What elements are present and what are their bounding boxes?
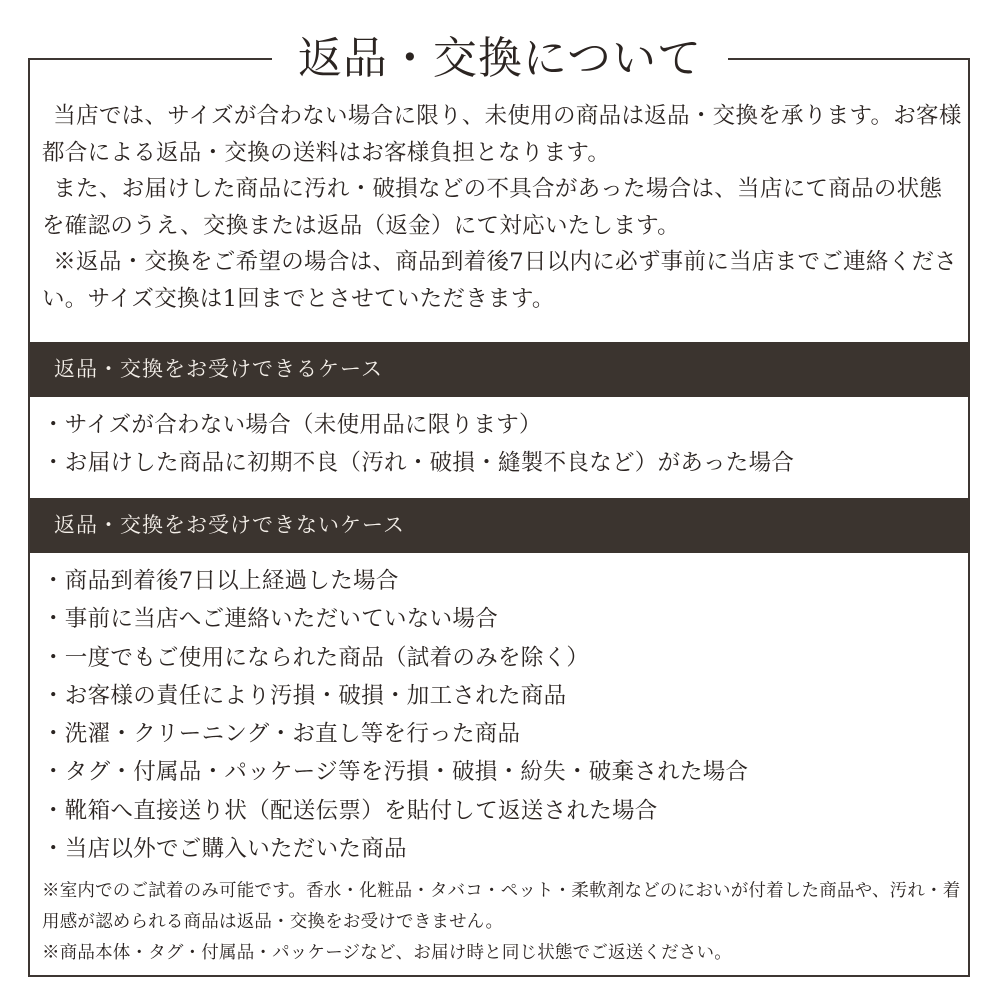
note-text: ※室内でのご試着のみ可能です。香水・化粧品・タバコ・ペット・柔軟剤などのにおいが付着した商品や、汚れ・着用感が認められる商品は返品・交換をお受けできません。 [42,881,961,932]
page-title: 返品・交換について [272,30,728,88]
list-item: ・タグ・付属品・パッケージ等を汚損・破損・紛失・破棄された場合 [42,759,749,786]
accept-heading-bar [30,342,970,397]
list-item: ・一度でもご使用になられた商品（試着のみを除く） [42,644,590,671]
intro-paragraph: 当店では、サイズが合わない場合に限り、未使用の商品は返品・交換を承ります。お客様都合による返品・交換の送料はお客様負担となります。 [42,103,962,166]
reject-list [42,562,962,868]
list-item: ・商品到着後7日以上経過した場合 [42,568,399,594]
reject-heading: 返品・交換をお受けできないケース [54,513,405,537]
accept-heading: 返品・交換をお受けできるケース [54,357,383,381]
list-item: ・事前に当店へご連絡いただいていない場合 [42,606,499,633]
list-item: ・洗濯・クリーニング・お直し等を行った商品 [42,721,521,748]
note-text: ※商品本体・タグ・付属品・パッケージなど、お届け時と同じ状態でご返送ください。 [42,943,732,963]
list-item: ・靴箱へ直接送り状（配送伝票）を貼付して返送された場合 [42,797,658,824]
intro-paragraph: ※返品・交換をご希望の場合は、商品到着後7日以内に必ず事前に当店までご連絡ください。サイズ交換は1回までとさせていただきます。 [42,249,958,312]
intro-paragraph: また、お届けした商品に汚れ・破損などの不具合があった場合は、当店にて商品の状態を確認のうえ、交換または返品（返金）にて対応いたします。 [42,176,943,239]
list-item: ・当店以外でご購入いただいた商品 [42,836,407,863]
title-area [0,30,1000,88]
list-item: ・サイズが合わない場合（未使用品に限ります） [42,412,542,438]
accept-list [42,406,962,482]
list-item: ・お届けした商品に初期不良（汚れ・破損・縫製不良など）があった場合 [42,450,795,476]
intro-section [42,98,962,317]
list-item: ・お客様の責任により汚損・破損・加工された商品 [42,682,567,709]
reject-heading-bar [30,498,970,553]
notes-section [42,876,962,969]
